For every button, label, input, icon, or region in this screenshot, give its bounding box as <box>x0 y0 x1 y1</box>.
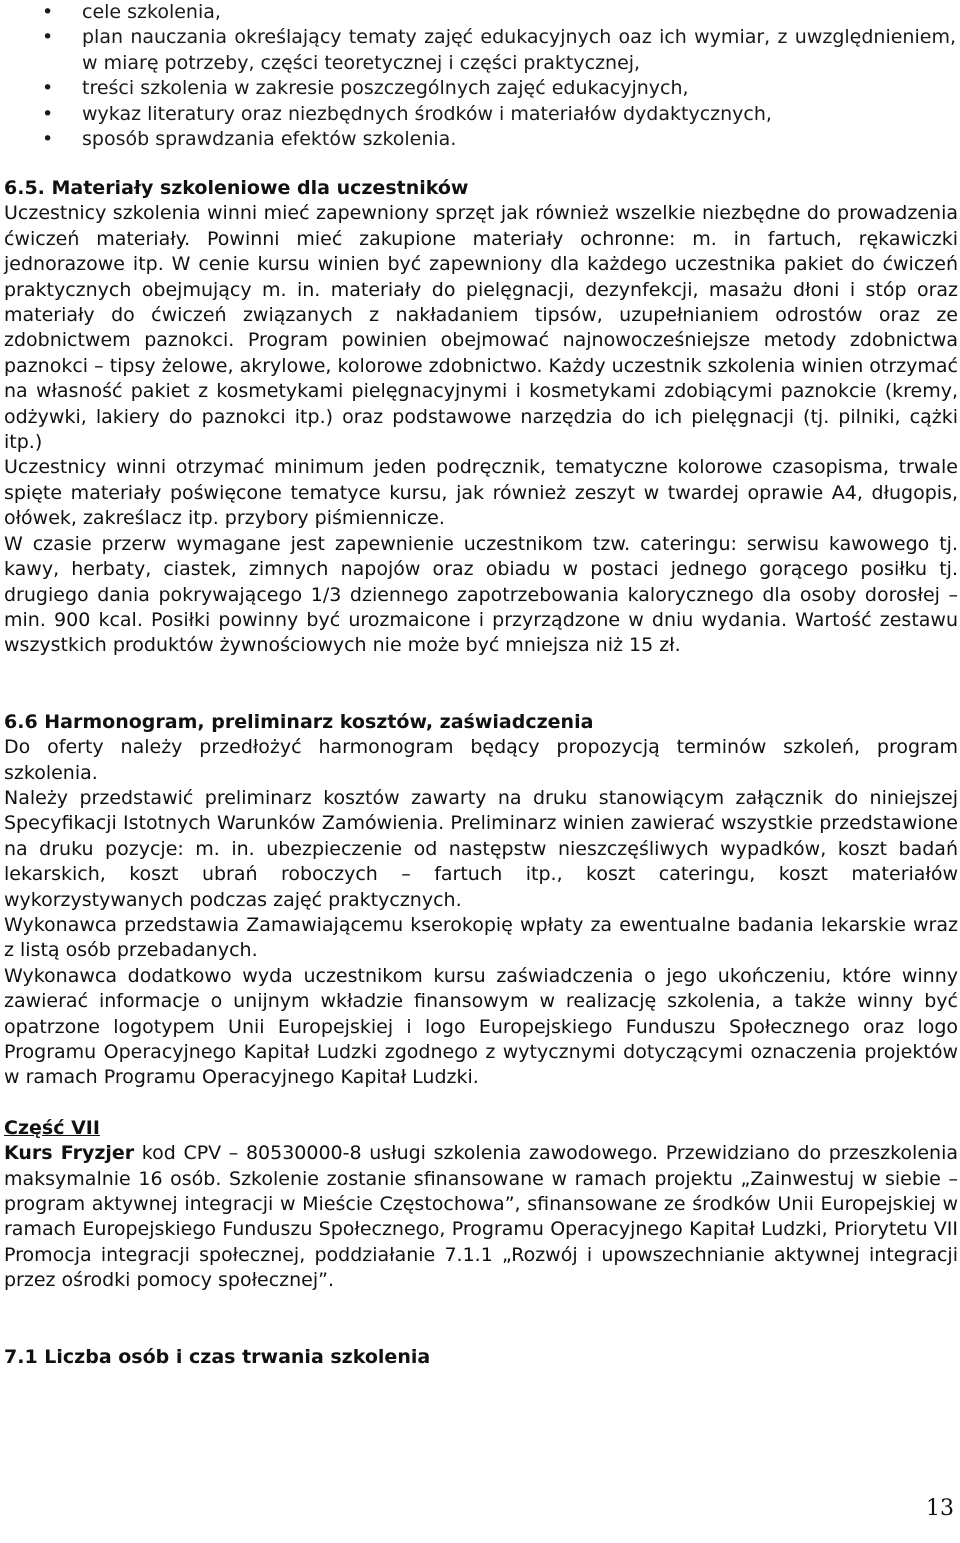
list-item-text: wykaz literatury oraz niezbędnych środków i materiałów dydaktycznych, <box>82 102 772 125</box>
bullet-icon: • <box>42 128 54 151</box>
list-item-text: cele szkolenia, <box>82 1 221 23</box>
paragraph: Wykonawca dodatkowo wyda uczestnikom kursu zaświadczenia o jego ukończeniu, które winny zawierać informacje o unijnym wkładzie finansowym w realizację szkolenia, a także winny być opatrzone logotypem Unii Europejskiej i logo Europejskiego Funduszu Społecznego oraz logo Programu Operacyjnego Kapitał Ludzki zgodnego z wytycznymi dotyczącymi oznaczenia projektów w ramach Programu Operacyjnego Kapitał Ludzki. <box>4 964 958 1089</box>
list-item-text: treści szkolenia w zakresie poszczególnych zajęć edukacyjnych, <box>82 77 689 100</box>
spacer <box>4 1091 958 1116</box>
paragraph <box>4 1141 958 1293</box>
list-item <box>0 76 960 101</box>
course-name: Kurs Fryzjer <box>4 1142 135 1165</box>
list-item <box>0 0 960 25</box>
list-item-text: plan nauczania określający tematy zajęć edukacyjnych oaz ich wymiar, z uwzględnieniem, w miarę potrzeby, części teoretycznej i części praktycznej, <box>82 26 956 74</box>
list-item <box>0 127 960 152</box>
list-item <box>0 25 960 76</box>
paragraph: Uczestnicy szkolenia winni mieć zapewniony sprzęt jak również wszelkie niezbędne do prowadzenia ćwiczeń materiały. Powinni mieć zakupione materiały ochronne: m. in fartuch, rękawiczki jednorazowe itp. W cenie kursu winien być zapewniony dla każdego uczestnika pakiet do ćwiczeń praktycznych obejmujący m. in. materiały do pielęgnacji, dezynfekcji, masażu dłoni i stóp oraz materiały do ćwiczeń związanych z nakładaniem tipsów, uzupełnianiem odrostów oraz ze zdobnictwem paznokci. Program powinien obejmować najnowocześniejsze metody zdobnictwa paznokci – tipsy żelowe, akrylowe, kolorowe zdobnictwo. Każdy uczestnik szkolenia winien otrzymać na własność pakiet z kosmetykami pielęgnacyjnymi i kosmetykami zdobiącymi paznokcie (kremy, odżywki, lakiery do paznokci itp.) oraz podstawowe narzędzia do ich pielęgnacji (tj. pilniki, cążki itp.) <box>4 202 958 454</box>
page-number: 13 <box>926 1496 954 1521</box>
paragraph: W czasie przerw wymagane jest zapewnienie uczestnikom tzw. cateringu: serwisu kawowego tj. kawy, herbaty, ciastek, zimnych napojów oraz obiadu w postaci jednego gorącego posiłku tj. drugiego dania pokrywającego 1/3 dziennego zapotrzebowania kalorycznego dla osoby dorosłej – min. 900 kcal. Posiłki powinny być urozmaicone i przyrządzone w dniu wydania. Wartość zestawu wszystkich produktów żywnościowych nie może być mniejsza niż 15 zł. <box>4 532 958 657</box>
part-heading: Część VII <box>4 1116 100 1139</box>
paragraph: Wykonawca przedstawia Zamawiającemu kserokopię wpłaty za ewentualne badania lekarskie wraz z listą osób przebadanych. <box>4 913 958 962</box>
spacer <box>4 1294 958 1345</box>
paragraph: Należy przedstawić preliminarz kosztów zawarty na druku stanowiącym załącznik do niniejszej Specyfikacji Istotnych Warunków Zamówienia. Preliminarz winien zawierać wszystkie przedstawione na druku pozycje: m. in. ubezpieczenie od następstw nieszczęśliwych wypadków, koszt badań lekarskich, koszt ubrań roboczych – fartuch itp., koszt cateringu, koszt materiałów wykorzystywanych podczas zajęć praktycznych. <box>4 786 958 911</box>
bullet-list <box>0 0 960 152</box>
spacer <box>4 659 958 710</box>
paragraph: Do oferty należy przedłożyć harmonogram będący propozycją terminów szkoleń, program szkolenia. <box>4 736 958 784</box>
list-item <box>0 102 960 127</box>
bullet-icon: • <box>42 26 54 49</box>
section-heading-6-6: 6.6 Harmonogram, preliminarz kosztów, zaświadczenia <box>4 710 594 733</box>
course-description: kod CPV – 80530000-8 usługi szkolenia zawodowego. Przewidziano do przeszkolenia maksymalnie 16 osób. Szkolenie zostanie sfinansowane w ramach projektu „Zainwestuj w siebie – program aktywnej integracji w Mieście Częstochowa”, sfinansowane ze środków Unii Europejskiej w ramach Europejskiego Funduszu Społecznego, Programu Operacyjnego Kapitał Ludzki, Priorytetu VII Promocja integracji społecznej, poddziałanie 7.1.1 „Rozwój i upowszechnianie aktywnej integracji przez ośrodki pomocy społecznej”. <box>4 1142 958 1292</box>
bullet-icon: • <box>42 77 54 100</box>
list-item-text: sposób sprawdzania efektów szkolenia. <box>82 128 457 151</box>
section-heading-6-5: 6.5. Materiały szkoleniowe dla uczestników <box>4 177 469 199</box>
paragraph: Uczestnicy winni otrzymać minimum jeden podręcznik, tematyczne kolorowe czasopisma, trwale spięte materiały poświęcone tematyce kursu, jak również zeszyt w twardej oprawie A4, długopis, ołówek, zakreślacz itp. przybory piśmiennicze. <box>4 456 958 530</box>
document-body <box>4 176 958 1370</box>
bullet-icon: • <box>42 1 54 23</box>
bullet-icon: • <box>42 102 54 125</box>
section-heading-7-1: 7.1 Liczba osób i czas trwania szkolenia <box>4 1345 431 1368</box>
